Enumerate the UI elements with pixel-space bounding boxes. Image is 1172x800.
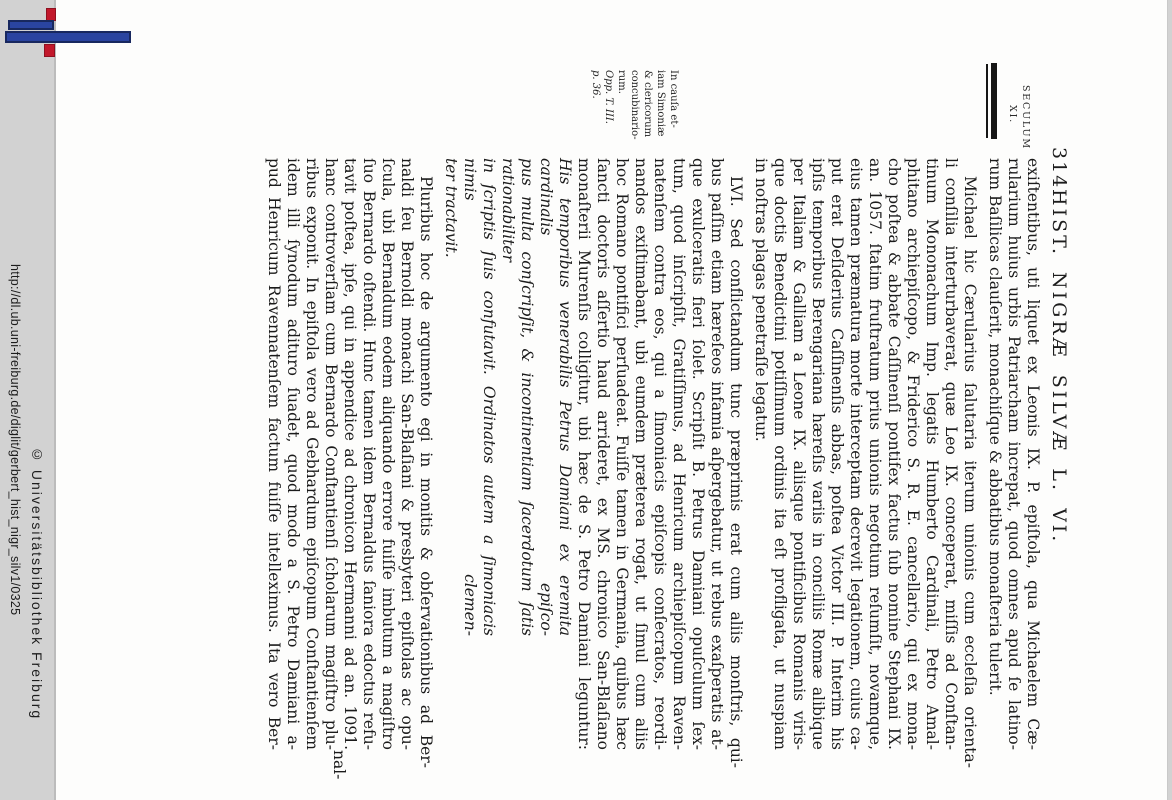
body-line: naldi ſeu Bernoldi monachi San-Blaſiani & presbyteri epiſtolas ac opu- <box>398 158 416 750</box>
body-line: ipſis temporibus Berengariana hæreſis variis in conciliis Romæ alibique <box>809 158 827 750</box>
century-margin-note <box>1006 85 1032 150</box>
century-note-line: XI. <box>1007 104 1018 124</box>
logo-red-square-bottom <box>44 44 55 57</box>
page-body-text <box>264 158 1042 768</box>
margin-note-line: iam Simoniæ <box>655 70 666 137</box>
body-line: pud Henricum Ravennatenſem factum fuiſſe intelleximus. Ita vero Ber- <box>265 158 283 750</box>
body-line: LVI. Sed conflictandum tunc præprimis erat cum aliis monſtris, qui- <box>727 176 745 768</box>
margin-note-line: Opp. T. III. <box>603 70 614 124</box>
page-header <box>1044 147 1074 545</box>
body-line: rularium huius urbis Patriarcham increpat, quod omnes apud ſe latino- <box>1005 158 1023 750</box>
body-line: phitano archiepiſcopo, & Friderico S. R. E. cancellario, qui ex mona- <box>904 158 922 750</box>
double-rule-thick <box>991 63 997 139</box>
century-note-line: SECULUM <box>1020 85 1031 150</box>
body-line: per Italiam & Galliam a Leone IX. aliisque pontificibus Romanis viris- <box>790 158 808 750</box>
catchword: nal- <box>330 750 348 780</box>
body-line: que exulceratis fieri ſolet. Scripſit B. Petrus Damiani opuſculum ſex- <box>689 158 707 750</box>
body-line: rum Baſilicas clauſerit, monachiſque & abbatibus monaſteria tulerit. <box>986 158 1004 696</box>
double-rule-thin <box>986 64 988 138</box>
source-url-text: http://dl.ub.uni-freiburg.de/diglit/gerbert_hist_nigr_silv1/0325 <box>8 264 22 616</box>
body-line: tum, quod inſcripſit, Gratiſſimus, ad Henricum archiepiſcopum Raven- <box>670 158 688 750</box>
margin-note-line: & clericorum <box>642 70 653 138</box>
body-line: His temporibus venerabilis Petrus Damiani ex eremita cardinalis epiſco- <box>537 158 574 636</box>
body-line: hanc controverſiam cum Bernardo Conſtantienſi ſcholarum magiſtro plu- <box>322 158 340 750</box>
body-line: idem illi ſynodum adituro ſuadet, quod modo a S. Petro Damiani a- <box>284 158 302 750</box>
body-line: Pluribus hoc de argumento egi in monitis & obſervationibus ad Ber- <box>417 176 435 768</box>
body-line: ter tractavit. <box>442 158 460 258</box>
logo-blue-bar-long <box>5 31 131 43</box>
margin-note-line: rum. <box>616 70 627 94</box>
body-line: exiſtentibus, uti liquet ex Leonis IX. P. epiſtola, qua Michaelem Cæ- <box>1024 158 1042 750</box>
copyright-text: © Universitätsbibliothek Freiburg <box>29 446 45 721</box>
body-line: li conſilia interturbaverat, quæ Leo IX. conceperat, miſſis ad Conſtan- <box>942 158 960 750</box>
body-line: que doctis Benedictini potiſſimum ordinis ita eſt profligata, ut nuspiam <box>771 158 789 750</box>
body-line: in ſcriptis ſuis confutavit. Ordinatos autem a ſimoniacis nimis clemen- <box>461 158 498 636</box>
margin-note-line: In cauſa et- <box>668 70 679 128</box>
body-line: hoc Romano pontifici perſuadeat. Fuiſſe tamen in Germania, quibus hæc <box>613 158 631 750</box>
body-line: eius tamen præmatura morte interceptam decrevit legationem, cuius ca- <box>847 158 865 750</box>
body-line: ſancti doctoris aſſertio haud arrideret, ex MS. chronico San-Blaſiano <box>594 158 612 750</box>
body-line: put erat Deſiderius Caſſinenſis abbas, poſtea Victor III. P. Interim his <box>828 158 846 750</box>
running-title: HIST. NIGRÆ SILVÆ L. VI. <box>1048 189 1070 545</box>
body-line: monaſterii Murenſis colligitur, ubi hæc de S. Petro Damiani leguntur: <box>575 158 593 750</box>
body-line: cho poſtea & abbate Caſſinenſi pontifex factus ſub nomine Stephani IX. <box>885 158 903 750</box>
body-line: natenſem contra eos, qui a ſimoniacis epiſcopis conſecratos, reordi- <box>651 158 669 750</box>
body-line: tinum Mononachum Imp. legatis Humberto Cardinali, Petro Amal- <box>923 158 941 750</box>
body-line: nandos exiſtimabant, ubi eumdem præterea rogat, ut ſimul cum aliis <box>632 158 650 750</box>
body-line: tavit poſtea, ipſe, qui in appendice ad chronicon Hermanni ad an. 1091. <box>341 158 359 750</box>
margin-note-line: concubinario- <box>629 70 640 140</box>
body-line: bus paſſim etiam hæreſeos infamia aſpergebatur, ut rebus exaſperatis at- <box>708 158 726 750</box>
page-number: 314 <box>1048 147 1070 190</box>
body-line: Michael hic Cærularius ſalutaria iterum unionis cum eccleſia orienta- <box>961 176 979 768</box>
body-line: ſuo Bernardo oſtendi. Hunc tamen idem Bernaldus ſaniora edoctus refu- <box>360 158 378 750</box>
body-line: an. 1057. ſtatim fruſtratum prius unionis negotium reſumſit, novamque, <box>866 158 884 750</box>
logo-blue-bar-short <box>8 20 54 30</box>
side-margin-note <box>589 70 680 150</box>
body-line: pus multa conſcripſit, & incontinentiam ſacerdotum ſatis rationabiliter <box>499 158 536 636</box>
margin-note-line: p. 36. <box>590 70 601 99</box>
body-line: in noſtras plagas penetraſſe legatur. <box>752 158 770 442</box>
body-line: ſcula, ubi Bernaldum eodem aliquando errore fuiſſe imbutum a magiſtro <box>379 158 397 750</box>
body-line: ribus exponit. In epiſtola vero ad Gebhardum epiſcopum Conſtantienſem <box>303 158 321 750</box>
